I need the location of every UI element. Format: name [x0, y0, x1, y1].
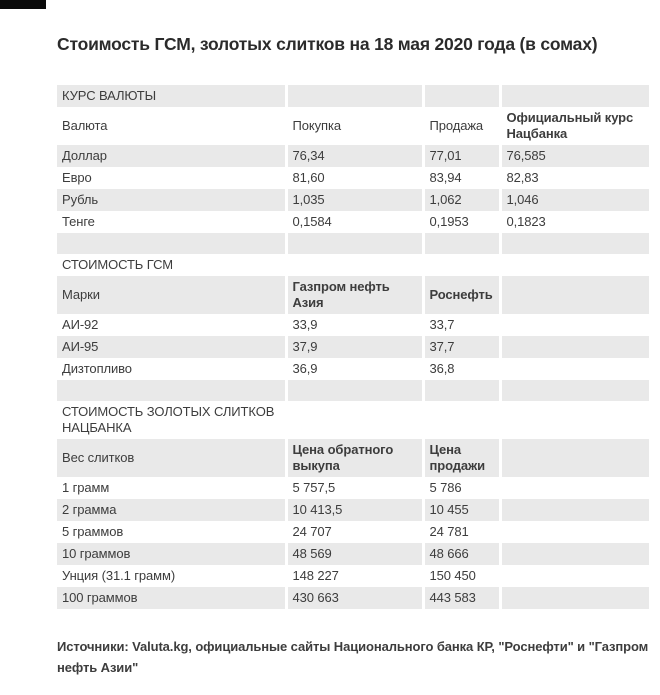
table-cell: 76,34 — [286, 145, 423, 167]
table-row — [57, 314, 649, 336]
table-cell — [500, 565, 649, 587]
table-cell — [500, 254, 649, 276]
table-cell: 0,1584 — [286, 211, 423, 233]
table-cell: Рубль — [57, 189, 286, 211]
table-cell: 5 757,5 — [286, 477, 423, 499]
table-cell: Валюта — [57, 107, 286, 145]
table-cell: 0,1823 — [506, 214, 546, 229]
table-cell — [286, 380, 423, 401]
section-row — [57, 85, 649, 107]
table-row — [57, 521, 649, 543]
table-row — [57, 587, 649, 609]
table-row — [57, 358, 649, 380]
table-cell: 430 663 — [286, 587, 423, 609]
table-row — [57, 477, 649, 499]
table-cell: 36,9 — [286, 358, 423, 380]
spacer-row — [57, 233, 649, 254]
table-row — [57, 336, 649, 358]
table-cell: 77,01 — [423, 145, 500, 167]
table-cell: Роснефть — [423, 276, 500, 314]
table-cell: 150 450 — [423, 565, 500, 587]
table-cell — [57, 380, 286, 401]
table-row — [57, 145, 649, 167]
header-row — [57, 439, 649, 477]
table-cell — [423, 380, 500, 401]
table-cell: СТОИМОСТЬ ЗОЛОТЫХ СЛИТКОВ НАЦБАНКА — [57, 401, 286, 439]
table-cell — [500, 276, 649, 314]
table-cell — [500, 358, 649, 380]
table-cell: Газпром нефть Азия — [286, 276, 423, 314]
table-cell: 24 707 — [286, 521, 423, 543]
table-cell: 37,7 — [423, 336, 500, 358]
table-cell: 36,8 — [423, 358, 500, 380]
table-row — [57, 499, 649, 521]
table-cell — [500, 336, 649, 358]
table-cell: 5 граммов — [57, 521, 286, 543]
table-cell — [500, 477, 649, 499]
table-cell — [286, 233, 423, 254]
section-row — [57, 254, 649, 276]
table-cell: Продажа — [423, 107, 500, 145]
table-cell — [500, 380, 649, 401]
sources-note: Источники: Valuta.kg, официальные сайты Национального банка КР, "Роснефти" и "Газпром нефть Азии" — [57, 639, 649, 675]
table-cell — [500, 543, 649, 565]
table-cell: 1,035 — [286, 189, 423, 211]
table-cell: Вес слитков — [57, 439, 286, 477]
table-cell: 48 666 — [423, 543, 500, 565]
rates-table — [57, 85, 649, 609]
table-cell: 5 786 — [423, 477, 500, 499]
table-cell: 2 грамма — [57, 499, 286, 521]
table-cell: СТОИМОСТЬ ГСМ — [57, 254, 286, 276]
table-cell — [423, 401, 500, 439]
table-cell — [500, 85, 649, 107]
table-row — [57, 543, 649, 565]
table-cell: 82,83 — [506, 170, 539, 185]
table-row — [57, 189, 649, 211]
table-cell: АИ-95 — [57, 336, 286, 358]
table-cell: 0,1953 — [423, 211, 500, 233]
table-cell: Официальный курс Нацбанка — [506, 110, 634, 141]
table-cell — [500, 521, 649, 543]
table-row — [57, 565, 649, 587]
table-cell — [423, 85, 500, 107]
table-cell — [286, 401, 423, 439]
header-row — [57, 107, 649, 145]
table-cell: 1,062 — [423, 189, 500, 211]
table-cell: 24 781 — [423, 521, 500, 543]
table-cell: 81,60 — [286, 167, 423, 189]
table-cell: 33,7 — [423, 314, 500, 336]
table-cell: Цена обратного выкупа — [286, 439, 423, 477]
table-cell — [500, 439, 649, 477]
table-cell — [500, 499, 649, 521]
table-cell — [286, 85, 423, 107]
table-row — [57, 211, 649, 233]
table-cell — [423, 233, 500, 254]
table-cell: 443 583 — [423, 587, 500, 609]
table-cell: 37,9 — [286, 336, 423, 358]
table-row — [57, 167, 649, 189]
table-cell: 48 569 — [286, 543, 423, 565]
table-cell: 83,94 — [423, 167, 500, 189]
table-cell: Цена продажи — [423, 439, 500, 477]
table-cell: АИ-92 — [57, 314, 286, 336]
table-cell: КУРС ВАЛЮТЫ — [57, 85, 286, 107]
section-row — [57, 401, 649, 439]
page-title: Стоимость ГСМ, золотых слитков на 18 мая 2020 года (в сомах) — [57, 34, 598, 54]
table-cell: 1,046 — [500, 189, 649, 211]
table-cell: Доллар — [57, 145, 286, 167]
table-cell: 100 граммов — [57, 587, 286, 609]
table-cell: 10 413,5 — [286, 499, 423, 521]
table-cell: Марки — [57, 276, 286, 314]
table-cell: 148 227 — [286, 565, 423, 587]
table-cell — [500, 587, 649, 609]
table-cell — [423, 254, 500, 276]
table-cell — [57, 233, 286, 254]
table-cell — [500, 233, 649, 254]
table-cell: Тенге — [57, 211, 286, 233]
table-cell: Покупка — [286, 107, 423, 145]
table-cell — [286, 254, 423, 276]
table-cell: Евро — [57, 167, 286, 189]
table-cell: 1 грамм — [57, 477, 286, 499]
table-cell: 33,9 — [286, 314, 423, 336]
table-cell — [500, 314, 649, 336]
spacer-row — [57, 380, 649, 401]
table-cell: Дизтопливо — [57, 358, 286, 380]
table-cell: 10 455 — [423, 499, 500, 521]
table-cell: 10 граммов — [57, 543, 286, 565]
header-row — [57, 276, 649, 314]
table-cell: Унция (31.1 грамм) — [57, 565, 286, 587]
table-cell — [500, 401, 649, 439]
table-cell: 76,585 — [500, 145, 649, 167]
corner-artifact — [0, 0, 46, 9]
